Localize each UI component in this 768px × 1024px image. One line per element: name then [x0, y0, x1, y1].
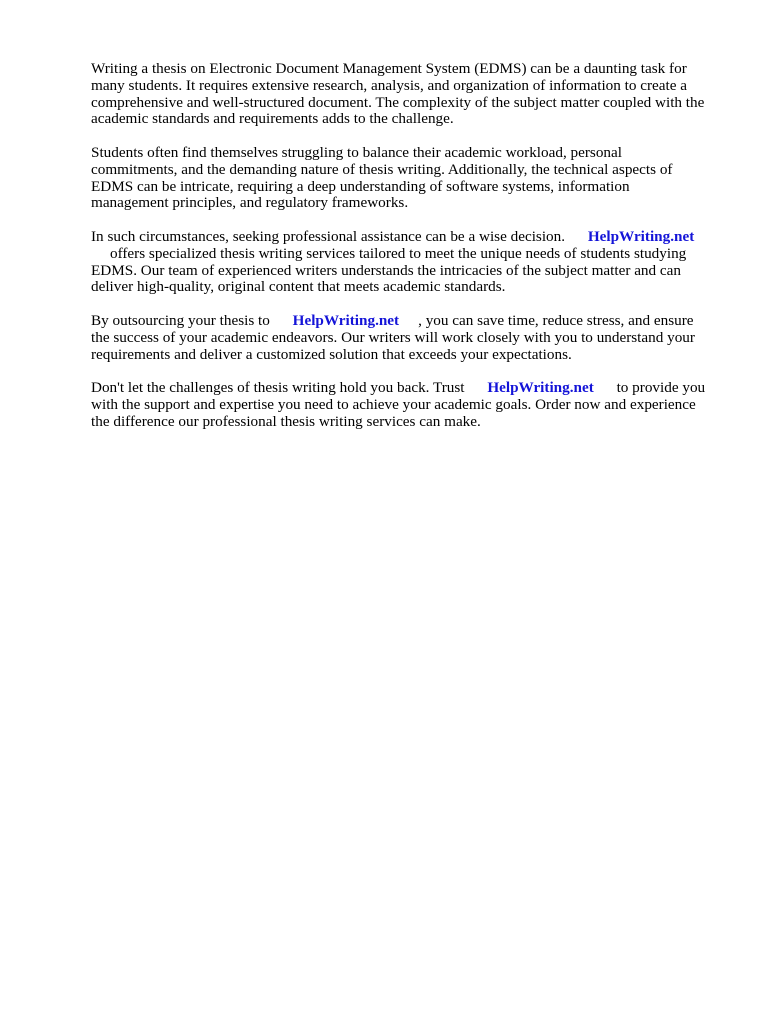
paragraph-challenges-text: Students often find themselves struggling to balance their academic workload, personal commitments, and the demanding nature of thesis writing. Additionally, the technical aspects of EDMS can be intricate, requiring a deep understanding of software systems, information management principles, and regulatory frameworks. — [91, 143, 673, 212]
helpwriting-link-3[interactable]: HelpWriting.net — [487, 379, 594, 397]
paragraph-assistance — [91, 229, 731, 296]
paragraph-intro-text: Writing a thesis on Electronic Document Management System (EDMS) can be a daunting task for many students. It requires extensive research, analysis, and organization of information to create a comprehensive and well-structured document. The complexity of the subject matter coupled with the academic standards and requirements adds to the challenge. — [91, 60, 705, 128]
paragraph-challenges — [91, 145, 731, 212]
paragraph-intro — [91, 61, 731, 128]
paragraph-call-to-action — [91, 380, 731, 430]
paragraph-outsourcing — [91, 313, 731, 363]
paragraph-assistance-text-before: In such circumstances, seeking professional assistance can be a wise decision. — [91, 227, 588, 245]
helpwriting-link-1[interactable]: HelpWriting.net — [587, 227, 695, 245]
helpwriting-link-2[interactable]: HelpWriting.net — [292, 311, 400, 329]
paragraph-outsourcing-text-after: , you can save time, reduce stress, and ensure the success of your academic endeavors. Our writers will work closely with you to understand your requirements and deliver a customized solution that exceeds your expectations. — [91, 311, 695, 363]
paragraph-call-to-action-text-after: to provide you with the support and expertise you need to achieve your academic goals. Order now and experience the difference our professional thesis writing services can make. — [91, 379, 706, 430]
paragraph-assistance-text-after: offers specialized thesis writing services tailored to meet the unique needs of students studying EDMS. Our team of experienced writers understands the intricacies of the subject matter and can deliver high-quality, original content that meets academic standards. — [91, 244, 687, 296]
document-page — [91, 61, 731, 447]
paragraph-outsourcing-text-before: By outsourcing your thesis to — [91, 311, 293, 329]
paragraph-call-to-action-text-before: Don't let the challenges of thesis writing hold you back. Trust — [91, 379, 488, 397]
